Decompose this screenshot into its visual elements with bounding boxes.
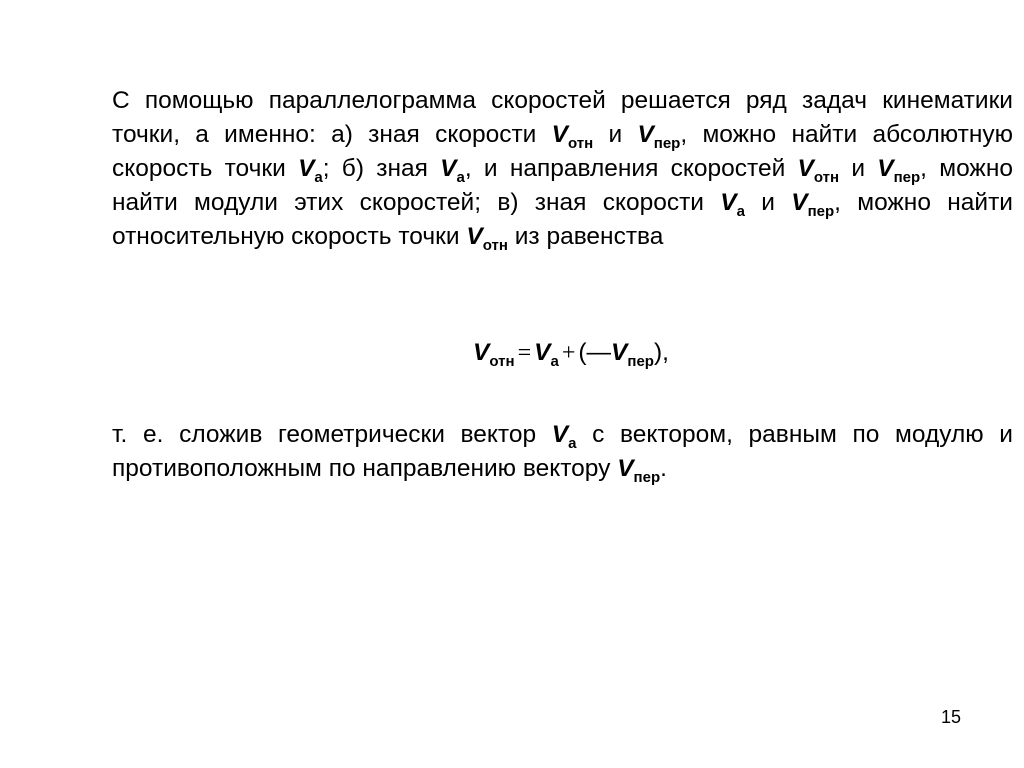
open-paren: (— bbox=[578, 339, 612, 366]
paragraph-explanation bbox=[112, 418, 1013, 486]
vector-subscript: а bbox=[314, 169, 323, 186]
text-run: С помощью параллелограмма скоростей решается ряд задач кинематики точки, а именно: а) зная скорости bbox=[112, 87, 1013, 148]
text-run: и bbox=[593, 121, 638, 148]
vector-symbol: V bbox=[534, 339, 551, 366]
vector-symbol: V bbox=[466, 223, 483, 250]
vector-symbol: V bbox=[637, 121, 654, 148]
vector-subscript: отн bbox=[568, 135, 594, 152]
text-run: т. е. сложив геометрически вектор bbox=[112, 421, 552, 448]
vector-symbol: V bbox=[877, 155, 894, 182]
vector-subscript: а bbox=[456, 169, 465, 186]
text-run: , можно найти относительную скорость точки bbox=[112, 189, 1013, 250]
plus-sign: + bbox=[561, 340, 576, 366]
vector-symbol: V bbox=[551, 121, 568, 148]
text-run: , можно найти модули этих скоростей; в) зная скорости bbox=[112, 155, 1013, 216]
velocity-formula bbox=[0, 336, 1024, 370]
vector-symbol: V bbox=[617, 455, 634, 482]
text-run: из равенства bbox=[507, 223, 664, 250]
vector-subscript: пер bbox=[633, 469, 661, 486]
text-run: с вектором, равным по модулю и противоположным по направлению вектору bbox=[112, 421, 1013, 482]
text-run: ; б) зная bbox=[322, 155, 441, 182]
vector-symbol: V bbox=[551, 421, 569, 448]
text-run: и bbox=[839, 155, 878, 182]
vector-subscript: пер bbox=[893, 169, 921, 186]
vector-symbol: V bbox=[473, 339, 490, 366]
vector-symbol: V bbox=[298, 155, 315, 182]
page-number: 15 bbox=[941, 707, 962, 727]
equals-sign: = bbox=[517, 340, 532, 366]
vector-subscript: пер bbox=[627, 353, 654, 370]
vector-symbol: V bbox=[440, 155, 457, 182]
vector-subscript: а bbox=[568, 435, 577, 452]
close-paren: ), bbox=[653, 339, 669, 366]
vector-symbol: V bbox=[791, 189, 808, 216]
vector-subscript: а bbox=[550, 353, 559, 370]
vector-symbol: V bbox=[720, 189, 737, 216]
vector-subscript: отн bbox=[489, 353, 515, 370]
vector-subscript: отн bbox=[482, 237, 508, 254]
paragraph-intro bbox=[112, 84, 1013, 254]
vector-subscript: пер bbox=[653, 135, 681, 152]
text-run: и bbox=[744, 189, 792, 216]
vector-symbol: V bbox=[797, 155, 814, 182]
vector-subscript: отн bbox=[813, 169, 840, 186]
vector-subscript: а bbox=[736, 203, 745, 220]
vector-subscript: пер bbox=[807, 203, 835, 220]
text-run: . bbox=[660, 455, 667, 482]
text-run: , можно найти абсолютную скорость точки bbox=[112, 121, 1013, 182]
vector-symbol: V bbox=[611, 339, 628, 366]
text-run: , и направления скоростей bbox=[464, 155, 798, 182]
formula-body bbox=[473, 336, 669, 370]
